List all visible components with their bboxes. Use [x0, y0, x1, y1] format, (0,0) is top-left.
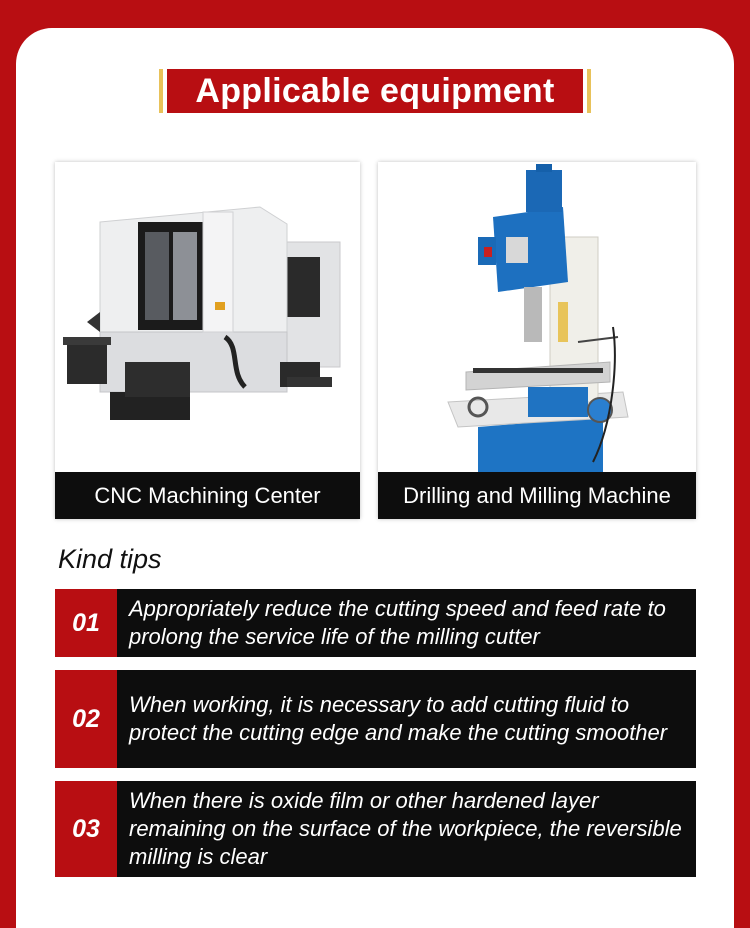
equipment-label: CNC Machining Center [55, 472, 360, 519]
title-accent-left [159, 69, 163, 113]
tip-item [55, 670, 696, 768]
tip-text: Appropriately reduce the cutting speed and feed rate to prolong the service life of the milling cutter [117, 589, 696, 657]
equipment-card-cnc [55, 162, 360, 519]
tip-number: 02 [55, 670, 117, 768]
tip-item [55, 589, 696, 657]
title-accent-right [587, 69, 591, 113]
tip-text: When there is oxide film or other hardened layer remaining on the surface of the workpiece, the reversible milling is clear [117, 781, 696, 877]
section-title [159, 69, 591, 113]
tips-heading: Kind tips [58, 544, 162, 574]
cnc-machining-center-photo [55, 162, 360, 472]
tip-number: 03 [55, 781, 117, 877]
tip-number: 01 [55, 589, 117, 657]
drilling-milling-machine-photo [378, 162, 696, 472]
equipment-label: Drilling and Milling Machine [378, 472, 696, 519]
tip-text: When working, it is necessary to add cutting fluid to protect the cutting edge and make the cutting smoother [117, 670, 696, 768]
title-text: Applicable equipment [167, 69, 583, 113]
tip-item [55, 781, 696, 877]
equipment-card-drill-mill [378, 162, 696, 519]
